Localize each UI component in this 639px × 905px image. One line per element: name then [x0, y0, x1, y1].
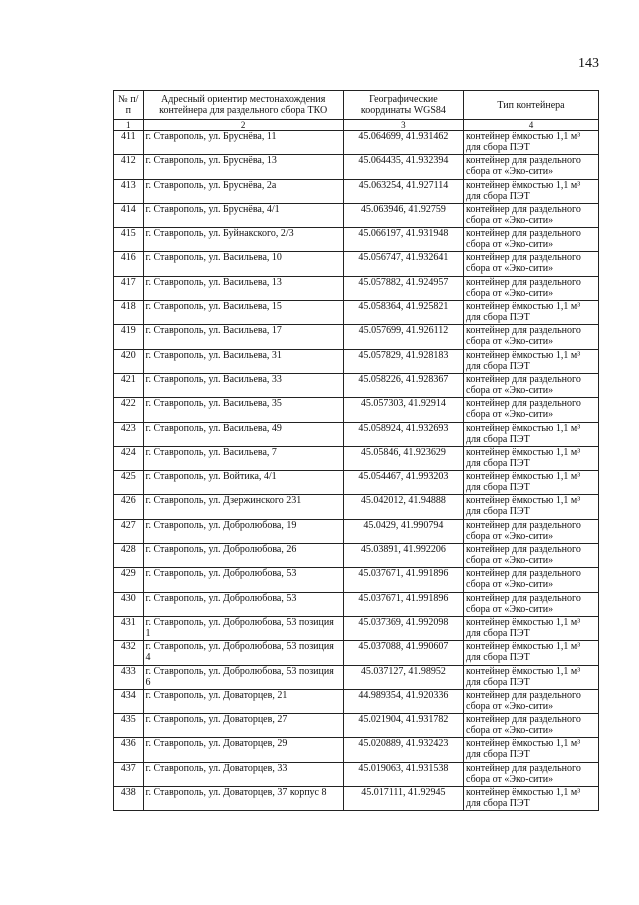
table-row: [114, 179, 599, 203]
row-container-type: контейнер для раздельного сбора от «Эко-сити»: [464, 203, 599, 227]
row-number: 423: [114, 422, 144, 446]
row-number: 434: [114, 689, 144, 713]
header-number: № п/п: [114, 91, 144, 120]
row-address: г. Ставрополь, ул. Добролюбова, 53: [143, 568, 343, 592]
table-row: [114, 131, 599, 155]
row-coordinates: 45.064699, 41.931462: [343, 131, 463, 155]
row-container-type: контейнер для раздельного сбора от «Эко-сити»: [464, 592, 599, 616]
row-container-type: контейнер ёмкостью 1,1 м³ для сбора ПЭТ: [464, 616, 599, 640]
row-address: г. Ставрополь, ул. Добролюбова, 53 позиция 1: [143, 616, 343, 640]
row-container-type: контейнер ёмкостью 1,1 м³ для сбора ПЭТ: [464, 131, 599, 155]
row-number: 428: [114, 544, 144, 568]
table-row: [114, 422, 599, 446]
row-number: 438: [114, 787, 144, 811]
row-coordinates: 45.037369, 41.992098: [343, 616, 463, 640]
row-address: г. Ставрополь, ул. Васильева, 17: [143, 325, 343, 349]
row-coordinates: 45.056747, 41.932641: [343, 252, 463, 276]
table-row: [114, 495, 599, 519]
row-number: 424: [114, 446, 144, 470]
row-container-type: контейнер ёмкостью 1,1 м³ для сбора ПЭТ: [464, 446, 599, 470]
row-container-type: контейнер ёмкостью 1,1 м³ для сбора ПЭТ: [464, 738, 599, 762]
row-address: г. Ставрополь, ул. Бруснёва, 11: [143, 131, 343, 155]
row-number: 425: [114, 471, 144, 495]
table-row: [114, 568, 599, 592]
row-coordinates: 45.017111, 41.92945: [343, 787, 463, 811]
row-coordinates: 45.037671, 41.991896: [343, 592, 463, 616]
row-container-type: контейнер для раздельного сбора от «Эко-сити»: [464, 228, 599, 252]
row-container-type: контейнер для раздельного сбора от «Эко-сити»: [464, 519, 599, 543]
table-row: [114, 641, 599, 665]
row-container-type: контейнер ёмкостью 1,1 м³ для сбора ПЭТ: [464, 495, 599, 519]
row-container-type: контейнер для раздельного сбора от «Эко-сити»: [464, 373, 599, 397]
column-number: 2: [143, 120, 343, 131]
row-container-type: контейнер для раздельного сбора от «Эко-сити»: [464, 398, 599, 422]
table-row: [114, 544, 599, 568]
table-row: [114, 398, 599, 422]
row-container-type: контейнер для раздельного сбора от «Эко-сити»: [464, 689, 599, 713]
row-coordinates: 45.0429, 41.990794: [343, 519, 463, 543]
row-coordinates: 45.066197, 41.931948: [343, 228, 463, 252]
row-address: г. Ставрополь, ул. Добролюбова, 26: [143, 544, 343, 568]
row-number: 417: [114, 276, 144, 300]
table-row: [114, 446, 599, 470]
row-coordinates: 45.058364, 41.925821: [343, 301, 463, 325]
row-number: 416: [114, 252, 144, 276]
row-number: 419: [114, 325, 144, 349]
table-row: [114, 762, 599, 786]
row-container-type: контейнер для раздельного сбора от «Эко-сити»: [464, 544, 599, 568]
table-row: [114, 616, 599, 640]
row-number: 432: [114, 641, 144, 665]
row-number: 429: [114, 568, 144, 592]
row-container-type: контейнер ёмкостью 1,1 м³ для сбора ПЭТ: [464, 301, 599, 325]
row-coordinates: 45.064435, 41.932394: [343, 155, 463, 179]
row-address: г. Ставрополь, ул. Добролюбова, 53 позиция 6: [143, 665, 343, 689]
row-coordinates: 45.020889, 41.932423: [343, 738, 463, 762]
row-address: г. Ставрополь, ул. Добролюбова, 53: [143, 592, 343, 616]
row-number: 414: [114, 203, 144, 227]
row-address: г. Ставрополь, ул. Васильева, 35: [143, 398, 343, 422]
row-container-type: контейнер для раздельного сбора от «Эко-сити»: [464, 252, 599, 276]
row-container-type: контейнер для раздельного сбора от «Эко-сити»: [464, 762, 599, 786]
row-number: 415: [114, 228, 144, 252]
page-number: 143: [578, 56, 599, 71]
row-coordinates: 45.057882, 41.924957: [343, 276, 463, 300]
header-coordinates: Географические координаты WGS84: [343, 91, 463, 120]
column-number: 1: [114, 120, 144, 131]
row-address: г. Ставрополь, ул. Доваторцев, 21: [143, 689, 343, 713]
row-container-type: контейнер для раздельного сбора от «Эко-сити»: [464, 155, 599, 179]
table-header-row: [114, 91, 599, 120]
table-row: [114, 228, 599, 252]
column-number: 3: [343, 120, 463, 131]
table-row: [114, 373, 599, 397]
row-address: г. Ставрополь, ул. Бруснёва, 13: [143, 155, 343, 179]
row-address: г. Ставрополь, ул. Добролюбова, 53 позиция 4: [143, 641, 343, 665]
table-row: [114, 592, 599, 616]
table-row: [114, 787, 599, 811]
row-container-type: контейнер для раздельного сбора от «Эко-сити»: [464, 325, 599, 349]
row-number: 433: [114, 665, 144, 689]
table-row: [114, 689, 599, 713]
row-coordinates: 45.037088, 41.990607: [343, 641, 463, 665]
column-number-row: [114, 120, 599, 131]
row-container-type: контейнер ёмкостью 1,1 м³ для сбора ПЭТ: [464, 471, 599, 495]
row-coordinates: 45.037671, 41.991896: [343, 568, 463, 592]
row-coordinates: 45.063254, 41.927114: [343, 179, 463, 203]
row-address: г. Ставрополь, ул. Доваторцев, 29: [143, 738, 343, 762]
row-number: 430: [114, 592, 144, 616]
row-coordinates: 45.058924, 41.932693: [343, 422, 463, 446]
row-number: 418: [114, 301, 144, 325]
header-container-type: Тип контейнера: [464, 91, 599, 120]
row-address: г. Ставрополь, ул. Доваторцев, 27: [143, 714, 343, 738]
table-row: [114, 519, 599, 543]
row-address: г. Ставрополь, ул. Доваторцев, 33: [143, 762, 343, 786]
row-number: 421: [114, 373, 144, 397]
row-address: г. Ставрополь, ул. Дзержинского 231: [143, 495, 343, 519]
row-coordinates: 45.021904, 41.931782: [343, 714, 463, 738]
row-number: 411: [114, 131, 144, 155]
table-row: [114, 276, 599, 300]
row-container-type: контейнер ёмкостью 1,1 м³ для сбора ПЭТ: [464, 641, 599, 665]
row-address: г. Ставрополь, ул. Бруснёва, 2а: [143, 179, 343, 203]
row-number: 426: [114, 495, 144, 519]
row-address: г. Ставрополь, ул. Васильева, 10: [143, 252, 343, 276]
row-container-type: контейнер ёмкостью 1,1 м³ для сбора ПЭТ: [464, 422, 599, 446]
row-number: 435: [114, 714, 144, 738]
row-coordinates: 45.057829, 41.928183: [343, 349, 463, 373]
row-coordinates: 45.054467, 41.993203: [343, 471, 463, 495]
row-container-type: контейнер для раздельного сбора от «Эко-сити»: [464, 568, 599, 592]
row-container-type: контейнер ёмкостью 1,1 м³ для сбора ПЭТ: [464, 349, 599, 373]
row-coordinates: 45.03891, 41.992206: [343, 544, 463, 568]
row-number: 422: [114, 398, 144, 422]
table-row: [114, 325, 599, 349]
column-number: 4: [464, 120, 599, 131]
row-number: 427: [114, 519, 144, 543]
row-number: 420: [114, 349, 144, 373]
row-coordinates: 45.037127, 41.98952: [343, 665, 463, 689]
row-number: 437: [114, 762, 144, 786]
row-coordinates: 45.042012, 41.94888: [343, 495, 463, 519]
row-address: г. Ставрополь, ул. Буйнакского, 2/3: [143, 228, 343, 252]
row-container-type: контейнер ёмкостью 1,1 м³ для сбора ПЭТ: [464, 787, 599, 811]
row-number: 431: [114, 616, 144, 640]
row-coordinates: 45.019063, 41.931538: [343, 762, 463, 786]
table-row: [114, 203, 599, 227]
row-coordinates: 45.063946, 41.92759: [343, 203, 463, 227]
row-coordinates: 45.05846, 41.923629: [343, 446, 463, 470]
table-row: [114, 665, 599, 689]
table-row: [114, 471, 599, 495]
row-container-type: контейнер для раздельного сбора от «Эко-сити»: [464, 714, 599, 738]
row-coordinates: 44.989354, 41.920336: [343, 689, 463, 713]
row-number: 412: [114, 155, 144, 179]
row-address: г. Ставрополь, ул. Бруснёва, 4/1: [143, 203, 343, 227]
header-address: Адресный ориентир местонахождения контейнера для раздельного сбора ТКО: [143, 91, 343, 120]
container-registry-table: [113, 90, 599, 811]
row-number: 413: [114, 179, 144, 203]
row-address: г. Ставрополь, ул. Васильева, 49: [143, 422, 343, 446]
row-address: г. Ставрополь, ул. Васильева, 13: [143, 276, 343, 300]
table-row: [114, 301, 599, 325]
row-container-type: контейнер ёмкостью 1,1 м³ для сбора ПЭТ: [464, 665, 599, 689]
row-coordinates: 45.058226, 41.928367: [343, 373, 463, 397]
row-coordinates: 45.057699, 41.926112: [343, 325, 463, 349]
row-address: г. Ставрополь, ул. Доваторцев, 37 корпус 8: [143, 787, 343, 811]
row-address: г. Ставрополь, ул. Васильева, 31: [143, 349, 343, 373]
table-row: [114, 252, 599, 276]
row-address: г. Ставрополь, ул. Добролюбова, 19: [143, 519, 343, 543]
table-row: [114, 155, 599, 179]
row-coordinates: 45.057303, 41.92914: [343, 398, 463, 422]
table-row: [114, 349, 599, 373]
row-address: г. Ставрополь, ул. Войтика, 4/1: [143, 471, 343, 495]
row-container-type: контейнер для раздельного сбора от «Эко-сити»: [464, 276, 599, 300]
table-row: [114, 738, 599, 762]
row-address: г. Ставрополь, ул. Васильева, 15: [143, 301, 343, 325]
row-container-type: контейнер ёмкостью 1,1 м³ для сбора ПЭТ: [464, 179, 599, 203]
table-row: [114, 714, 599, 738]
row-number: 436: [114, 738, 144, 762]
row-address: г. Ставрополь, ул. Васильева, 7: [143, 446, 343, 470]
row-address: г. Ставрополь, ул. Васильева, 33: [143, 373, 343, 397]
